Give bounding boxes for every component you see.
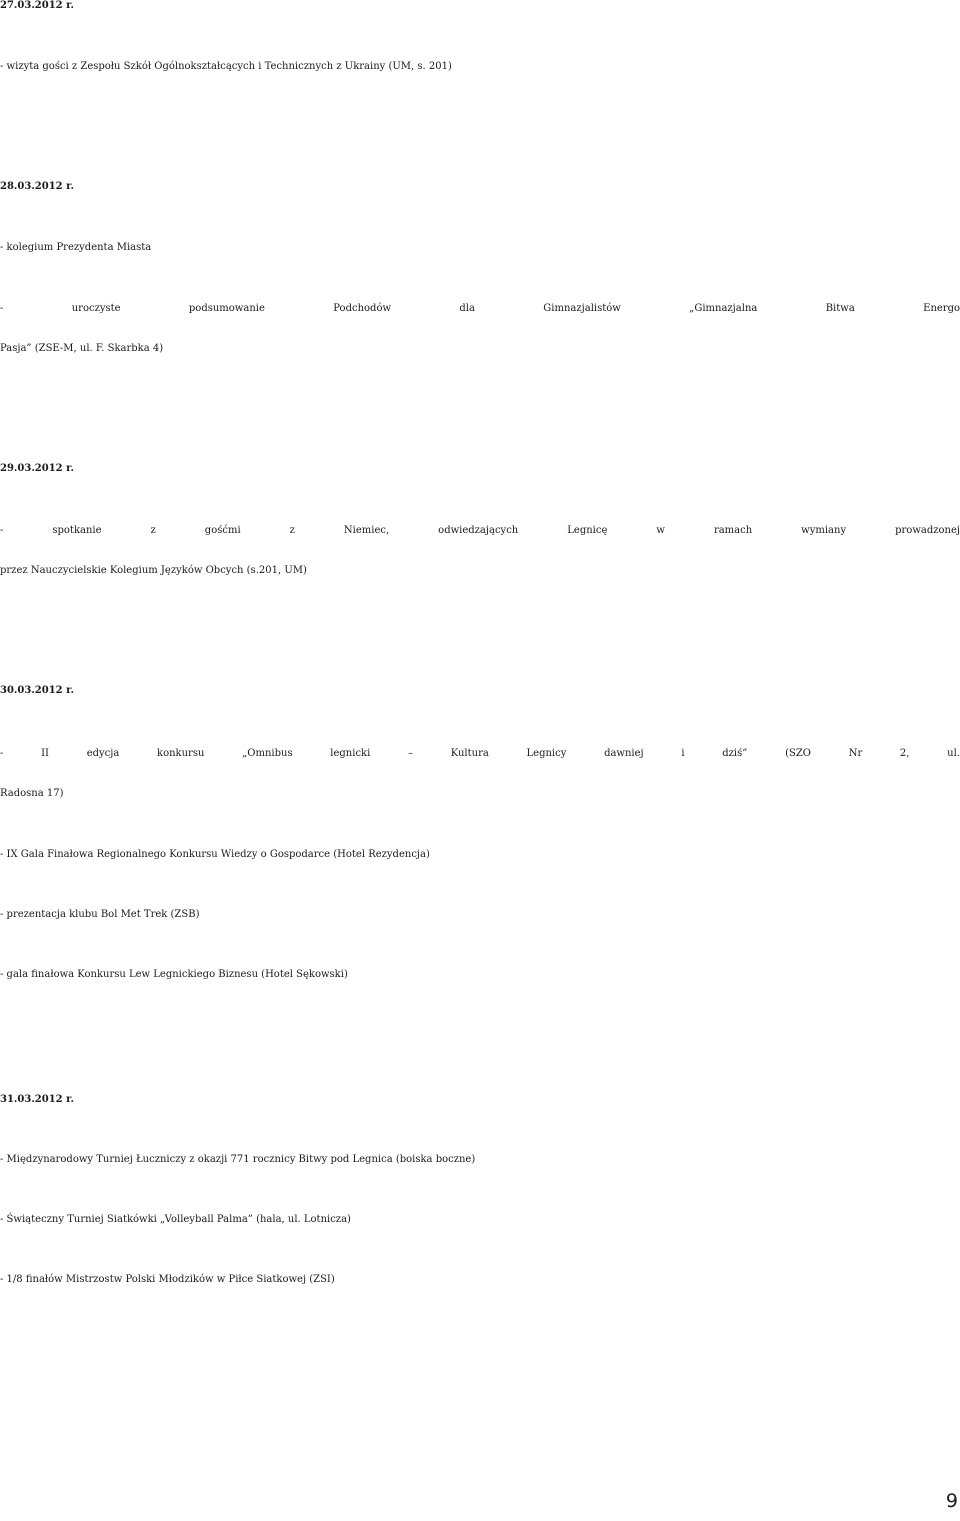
event-item-continuation: Pasja” (ZSE-M, ul. F. Skarbka 4) xyxy=(0,343,164,354)
event-item: - gala finałowa Konkursu Lew Legnickiego Biznesu (Hotel Sękowski) xyxy=(0,969,348,980)
date-heading: 30.03.2012 r. xyxy=(0,685,74,696)
date-heading: 31.03.2012 r. xyxy=(0,1094,74,1105)
event-item: - II edycja konkursu „Omnibus legnicki – Kultura Legnicy dawniej i dziś” (SZO Nr 2, ul. xyxy=(0,748,960,759)
date-heading: 29.03.2012 r. xyxy=(0,463,74,474)
event-item: - Świąteczny Turniej Siatkówki „Volleyball Palma” (hala, ul. Lotnicza) xyxy=(0,1214,351,1225)
date-heading: 28.03.2012 r. xyxy=(0,181,74,192)
event-item: - prezentacja klubu Bol Met Trek (ZSB) xyxy=(0,909,200,920)
event-item: - IX Gala Finałowa Regionalnego Konkursu Wiedzy o Gospodarce (Hotel Rezydencja) xyxy=(0,849,430,860)
event-item: - wizyta gości z Zespołu Szkół Ogólnokształcących i Technicznych z Ukrainy (UM, s. 201) xyxy=(0,61,452,72)
event-item: - spotkanie z gośćmi z Niemiec, odwiedzających Legnicę w ramach wymiany prowadzonej xyxy=(0,525,960,536)
event-item-continuation: przez Nauczycielskie Kolegium Języków Obcych (s.201, UM) xyxy=(0,565,307,576)
date-heading: 27.03.2012 r. xyxy=(0,0,74,11)
event-item: - kolegium Prezydenta Miasta xyxy=(0,242,152,253)
event-item-continuation: Radosna 17) xyxy=(0,788,64,799)
event-item: - uroczyste podsumowanie Podchodów dla Gimnazjalistów „Gimnazjalna Bitwa Energo xyxy=(0,303,960,314)
event-item: - 1/8 finałów Mistrzostw Polski Młodzików w Piłce Siatkowej (ZSI) xyxy=(0,1274,335,1285)
page-number: 9 xyxy=(945,1490,958,1512)
event-item: - Międzynarodowy Turniej Łuczniczy z okazji 771 rocznicy Bitwy pod Legnica (boiska boczne) xyxy=(0,1154,476,1165)
